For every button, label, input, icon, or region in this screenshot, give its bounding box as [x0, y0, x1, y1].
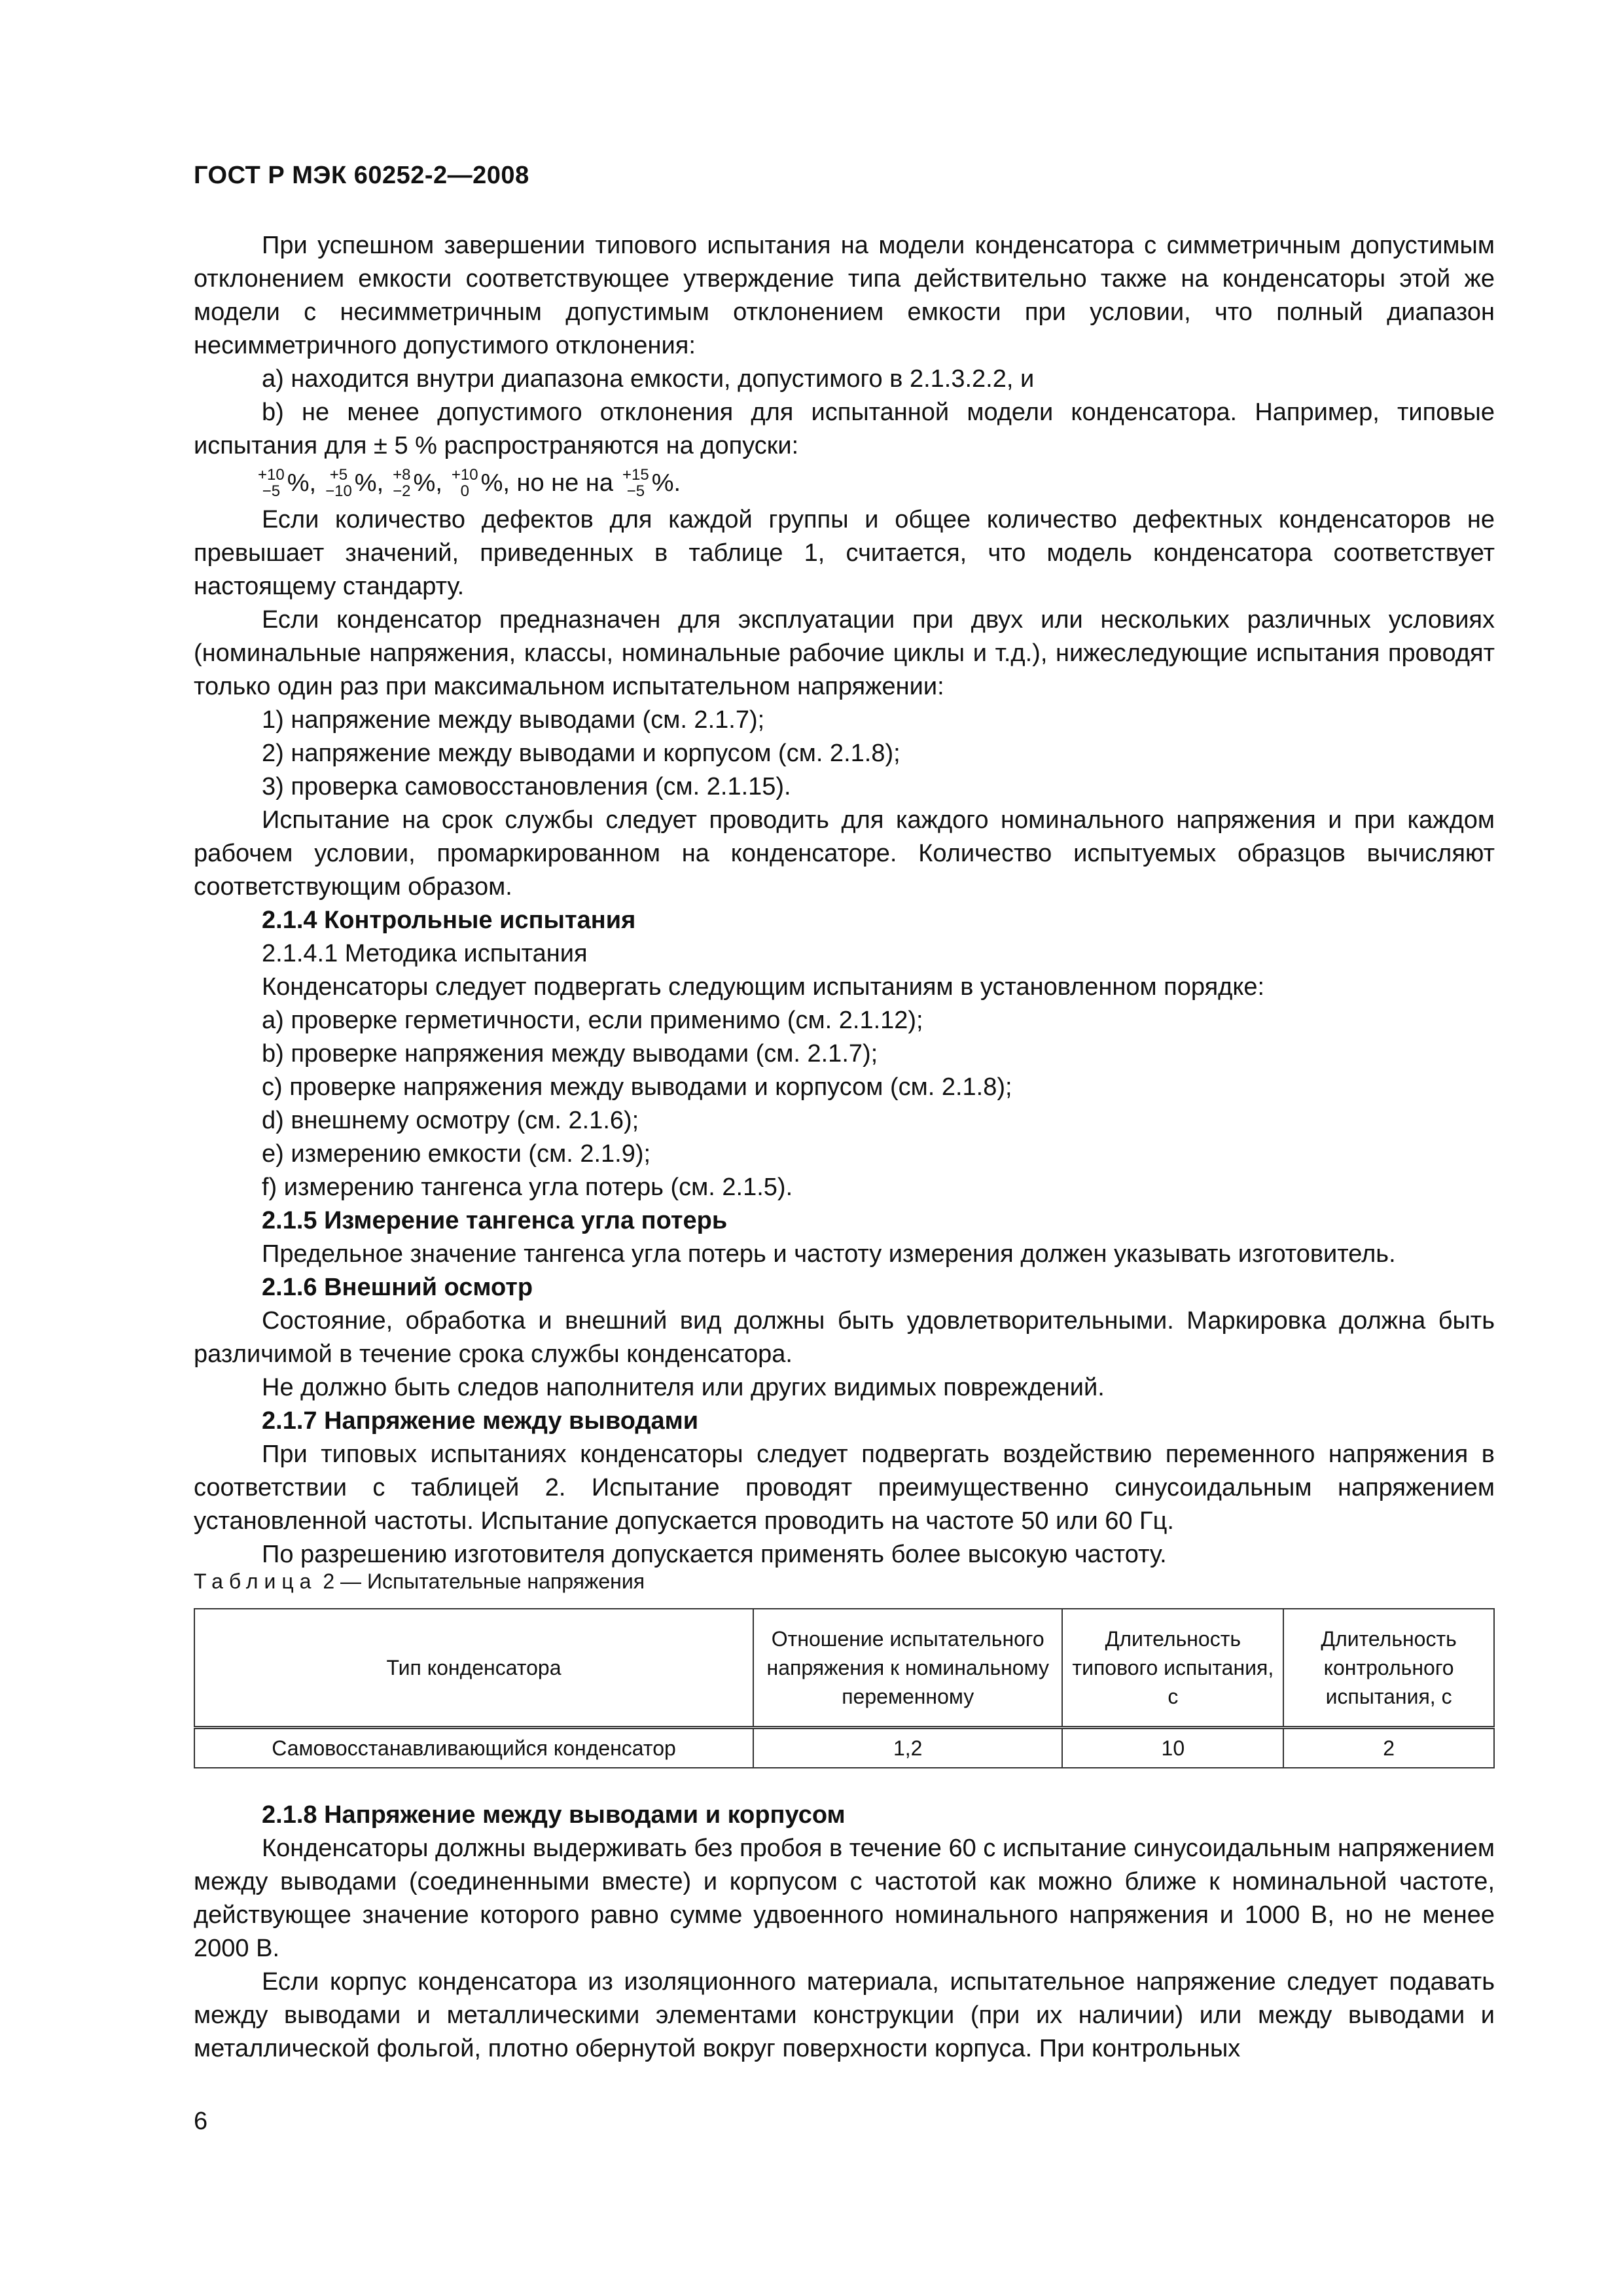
list-item: b) проверке напряжения между выводами (см. 2.1.7);	[262, 1040, 878, 1067]
paragraph: Предельное значение тангенса угла потерь и частоту измерения должен указывать изготовитель.	[262, 1240, 1396, 1268]
table-caption-title: 2 — Испытательные напряжения	[323, 1570, 645, 1593]
table-header-cell: Длительность типового испытания, с	[1062, 1609, 1283, 1728]
tol-unit: %,	[413, 469, 442, 497]
table-caption	[194, 1570, 645, 1594]
list-item: c) проверке напряжения между выводами и корпусом (см. 2.1.8);	[262, 1073, 1012, 1101]
tol-lower: −5	[626, 482, 645, 500]
test-voltage-table	[194, 1608, 1495, 1768]
list-item: d) внешнему осмотру (см. 2.1.6);	[262, 1107, 639, 1134]
section-heading: 2.1.5 Измерение тангенса угла потерь	[262, 1207, 728, 1234]
list-item: 3) проверка самовосстановления (см. 2.1.15).	[262, 773, 791, 800]
tolerance-1	[258, 467, 316, 500]
tol-lower: −10	[325, 482, 352, 500]
table-cell: 1,2	[753, 1728, 1062, 1768]
subsection-heading: 2.1.4.1 Методика испытания	[262, 940, 588, 967]
table-cell: 2	[1283, 1728, 1494, 1768]
section-heading: 2.1.6 Внешний осмотр	[262, 1274, 533, 1301]
list-item: b) не менее допустимого отклонения для испытанной модели конденсатора. Например, типовые испытания для ± 5 % распространяются на допуски:	[194, 399, 1495, 459]
list-item: f) измерению тангенса угла потерь (см. 2.1.5).	[262, 1174, 793, 1201]
tolerance-3	[393, 467, 442, 500]
section-heading: 2.1.4 Контрольные испытания	[262, 906, 636, 934]
tol-lower: −5	[262, 482, 281, 500]
tol-upper: +10	[451, 466, 478, 484]
main-text-continued	[194, 1799, 1495, 2066]
tol-upper: +15	[622, 466, 649, 484]
section-heading: 2.1.7 Напряжение между выводами	[262, 1407, 699, 1435]
table-header-cell: Тип конденсатора	[194, 1609, 753, 1728]
tolerance-4	[452, 467, 613, 500]
table-header-row	[194, 1609, 1494, 1728]
tol-upper: +5	[329, 466, 348, 484]
document-header: ГОСТ Р МЭК 60252-2—2008	[194, 162, 529, 189]
table-header-cell: Отношение испытательного напряжения к номинальному переменному	[753, 1609, 1062, 1728]
tolerance-2	[325, 467, 383, 500]
list-item: a) проверке герметичности, если применимо (см. 2.1.12);	[262, 1007, 923, 1034]
paragraph: Не должно быть следов наполнителя или других видимых повреждений.	[262, 1374, 1105, 1401]
list-item: а) находится внутри диапазона емкости, допустимого в 2.1.3.2.2, и	[262, 365, 1035, 393]
table-header-cell: Длительность контрольного испытания, с	[1283, 1609, 1494, 1728]
paragraph: Испытание на срок службы следует проводить для каждого номинального напряжения и при каждом рабочем условии, промаркированном на конденсаторе. Количество испытуемых образцов вычисляют соответствующим образом.	[194, 806, 1495, 901]
tol-unit: %, но не на	[480, 469, 613, 497]
tol-unit: %,	[354, 469, 384, 497]
list-item: e) измерению емкости (см. 2.1.9);	[262, 1140, 651, 1168]
page-number: 6	[194, 2108, 208, 2135]
paragraph: Если конденсатор предназначен для эксплуатации при двух или нескольких различных условиях (номинальные напряжения, классы, номинальные рабочие циклы и т.д.), нижеследующие испытания проводят только один раз при максимальном испытательном напряжении:	[194, 606, 1495, 700]
paragraph: При успешном завершении типового испытания на модели конденсатора с симметричным допустимым отклонением емкости соответствующее утверждение типа действительно также на конденсаторы этой же модели с несимметричным допустимым отклонением емкости при условии, что полный диапазон несимметричного допустимого отклонения:	[194, 232, 1495, 359]
tol-unit: %.	[651, 469, 681, 497]
table-caption-label: Таблица	[194, 1570, 317, 1593]
section-heading: 2.1.8 Напряжение между выводами и корпусом	[262, 1801, 846, 1829]
paragraph: Если количество дефектов для каждой группы и общее количество дефектных конденсаторов не превышает значений, приведенных в таблице 1, считается, что модель конденсатора соответствует настоящему стандарту.	[194, 506, 1495, 600]
paragraph: Если корпус конденсатора из изоляционного материала, испытательное напряжение следует подавать между выводами и металлическими элементами конструкции (при их наличии) или между выводами и металлической фольгой, плотно обернутой вокруг поверхности корпуса. При контрольных	[194, 1968, 1495, 2062]
tol-lower: 0	[460, 482, 469, 500]
tolerance-5	[622, 467, 681, 500]
table-cell: 10	[1062, 1728, 1283, 1768]
paragraph: Состояние, обработка и внешний вид должны быть удовлетворительными. Маркировка должна быть различимой в течение срока службы конденсатора.	[194, 1307, 1495, 1368]
paragraph: При типовых испытаниях конденсаторы следует подвергать воздействию переменного напряжения в соответствии с таблицей 2. Испытание проводят преимущественно синусоидальным напряжением установленной частоты. Испытание допускается проводить на частоте 50 или 60 Гц.	[194, 1441, 1495, 1535]
tol-upper: +10	[258, 466, 285, 484]
table-row	[194, 1728, 1494, 1768]
tol-lower: −2	[393, 482, 411, 500]
list-item: 1) напряжение между выводами (см. 2.1.7);	[262, 706, 765, 734]
paragraph: Конденсаторы должны выдерживать без пробоя в течение 60 с испытание синусоидальным напряжением между выводами (соединенными вместе) и корпусом с частотой как можно ближе к номинальной частоте, действующее значение которого равно сумме удвоенного номинального напряжения и 1000 В, но не менее 2000 В.	[194, 1835, 1495, 1962]
tol-unit: %,	[287, 469, 317, 497]
tol-upper: +8	[393, 466, 411, 484]
main-text	[194, 229, 1495, 1571]
paragraph: По разрешению изготовителя допускается применять более высокую частоту.	[262, 1541, 1167, 1568]
table-cell: Самовосстанавливающийся конденсатор	[194, 1728, 753, 1768]
list-item: 2) напряжение между выводами и корпусом (см. 2.1.8);	[262, 740, 901, 767]
paragraph: Конденсаторы следует подвергать следующим испытаниям в установленном порядке:	[262, 973, 1265, 1001]
tolerance-line	[194, 463, 1495, 503]
